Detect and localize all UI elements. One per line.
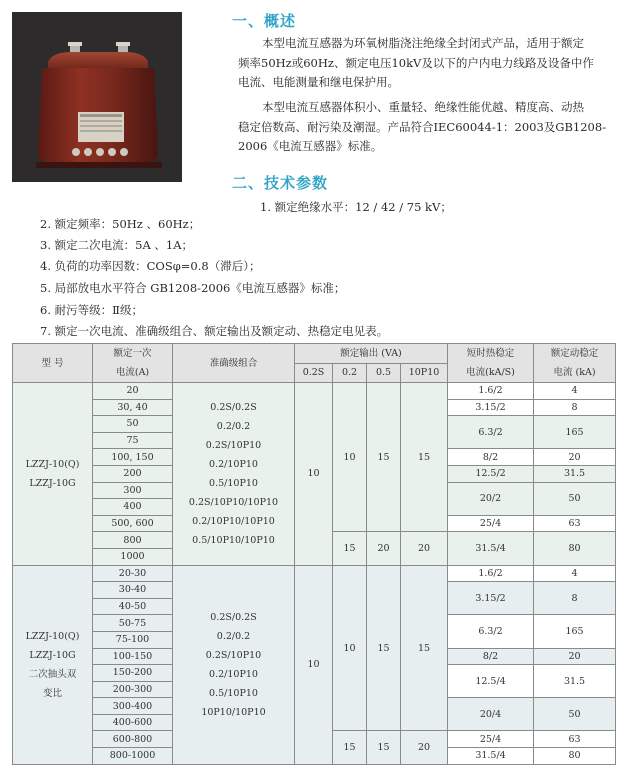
header-dynamic: 额定动稳定 电流 (kA): [534, 344, 616, 383]
thermal-cell: 8/2: [448, 449, 534, 466]
spec-item-2: 2. 额定频率：50Hz 、60Hz；: [40, 217, 201, 231]
header-out-02: 0.2: [333, 363, 367, 383]
overview-paragraph-2: [238, 98, 618, 157]
current-cell: 1000: [93, 548, 173, 565]
output-02-cell: 15: [333, 532, 367, 565]
header-out-02s: 0.2S: [295, 363, 333, 383]
product-photo: [12, 12, 182, 182]
dynamic-cell: 63: [534, 515, 616, 532]
spec-item-6: 6. 耐污等级：Ⅱ级；: [40, 303, 143, 317]
output-02s-cell: 10: [295, 383, 333, 566]
dynamic-cell: 63: [534, 731, 616, 748]
thermal-cell: 1.6/2: [448, 565, 534, 582]
header-primary-current: 额定一次 电流(A): [93, 344, 173, 383]
output-10p10-cell: 15: [401, 383, 448, 532]
output-02s-cell: 10: [295, 565, 333, 764]
thermal-cell: 8/2: [448, 648, 534, 665]
current-cell: 150-200: [93, 665, 173, 682]
model-cell: LZZJ-10(Q) LZZJ-10G: [13, 383, 93, 566]
dynamic-cell: 20: [534, 449, 616, 466]
thermal-cell: 31.5/4: [448, 532, 534, 565]
current-cell: 600-800: [93, 731, 173, 748]
overview-line: 稳定倍数高、耐污染及潮湿。产品符合IEC60044-1：2003及GB1208-: [238, 119, 607, 134]
thermal-cell: 1.6/2: [448, 383, 534, 400]
current-cell: 300: [93, 482, 173, 499]
thermal-cell: 25/4: [448, 731, 534, 748]
header-out-10p10: 10P10: [401, 363, 448, 383]
current-cell: 300-400: [93, 698, 173, 715]
thermal-cell: 6.3/2: [448, 416, 534, 449]
spec-table: [12, 343, 616, 765]
current-cell: 50-75: [93, 615, 173, 632]
output-05-cell: 15: [367, 383, 401, 532]
dynamic-cell: 50: [534, 698, 616, 731]
table-row: [13, 383, 616, 400]
overview-line: 本型电流互感器体积小、重量轻、绝缘性能优越、精度高、动热: [262, 100, 584, 114]
output-05-cell: 15: [367, 565, 401, 731]
current-transformer-image: [12, 12, 182, 182]
current-cell: 20-30: [93, 565, 173, 582]
overview-paragraph-1: [238, 34, 618, 93]
current-cell: 50: [93, 416, 173, 433]
header-thermal: 短时热稳定 电流(kA/S): [448, 344, 534, 383]
dynamic-cell: 31.5: [534, 665, 616, 698]
output-10p10-cell: 20: [401, 532, 448, 565]
current-cell: 100, 150: [93, 449, 173, 466]
output-05-cell: 20: [367, 532, 401, 565]
dynamic-cell: 80: [534, 532, 616, 565]
thermal-cell: 20/4: [448, 698, 534, 731]
thermal-cell: 31.5/4: [448, 748, 534, 765]
thermal-cell: 25/4: [448, 515, 534, 532]
thermal-cell: 12.5/4: [448, 665, 534, 698]
spec-item-4: 4. 负荷的功率因数：COSφ=0.8（滞后）；: [40, 259, 261, 273]
spec-item-1: 1. 额定绝缘水平：12 / 42 / 75 kV；: [260, 200, 452, 214]
dynamic-cell: 80: [534, 748, 616, 765]
current-cell: 500, 600: [93, 515, 173, 532]
output-10p10-cell: 15: [401, 565, 448, 731]
current-cell: 400-600: [93, 714, 173, 731]
current-cell: 800-1000: [93, 748, 173, 765]
current-cell: 200-300: [93, 681, 173, 698]
dynamic-cell: 20: [534, 648, 616, 665]
current-cell: 400: [93, 499, 173, 516]
overview-line: 频率50Hz或60Hz、额定电压10kV及以下的户内电力线路及设备中作: [238, 55, 594, 70]
dynamic-cell: 50: [534, 482, 616, 515]
output-02-cell: 10: [333, 565, 367, 731]
table-group-2: [13, 565, 616, 764]
table-group-1: [13, 383, 616, 566]
thermal-cell: 12.5/2: [448, 465, 534, 482]
current-cell: 30-40: [93, 582, 173, 599]
thermal-cell: 3.15/2: [448, 399, 534, 416]
output-05-cell: 15: [367, 731, 401, 764]
dynamic-cell: 165: [534, 416, 616, 449]
header-model: 型 号: [13, 344, 93, 383]
spec-item-5: 5. 局部放电水平符合 GB1208-2006《电流互感器》标准；: [40, 281, 346, 295]
output-10p10-cell: 20: [401, 731, 448, 764]
current-cell: 20: [93, 383, 173, 400]
output-02-cell: 10: [333, 383, 367, 532]
dynamic-cell: 4: [534, 383, 616, 400]
accuracy-cell: 0.2S/0.2S 0.2/0.2 0.2S/10P10 0.2/10P10 0.5/10P10 0.2S/10P10/10P10 0.2/10P10/10P10 0.5/10P10/10P10: [173, 383, 295, 566]
dynamic-cell: 31.5: [534, 465, 616, 482]
current-cell: 100-150: [93, 648, 173, 665]
current-cell: 800: [93, 532, 173, 549]
dynamic-cell: 4: [534, 565, 616, 582]
current-cell: 75-100: [93, 631, 173, 648]
spec-item-3: 3. 额定二次电流：5A 、1A；: [40, 238, 194, 252]
model-cell: LZZJ-10(Q) LZZJ-10G 二次抽头双 变比: [13, 565, 93, 764]
section-title-specs: 二、技术参数: [232, 174, 329, 192]
spec-item-7: 7. 额定一次电流、准确级组合、额定输出及额定动、热稳定电见表。: [40, 324, 389, 338]
accuracy-cell: 0.2S/0.2S 0.2/0.2 0.2S/10P10 0.2/10P10 0.5/10P10 10P10/10P10: [173, 565, 295, 764]
header-out-05: 0.5: [367, 363, 401, 383]
current-cell: 30, 40: [93, 399, 173, 416]
section-title-overview: 一、概述: [232, 12, 297, 30]
output-02-cell: 15: [333, 731, 367, 764]
dynamic-cell: 8: [534, 399, 616, 416]
header-accuracy: 准确级组合: [173, 344, 295, 383]
thermal-cell: 6.3/2: [448, 615, 534, 648]
overview-line: 本型电流互感器为环氧树脂浇注绝缘全封闭式产品，适用于额定: [262, 36, 584, 50]
overview-line: 2006《电流互感器》标准。: [238, 139, 383, 153]
current-cell: 40-50: [93, 598, 173, 615]
dynamic-cell: 8: [534, 582, 616, 615]
current-cell: 200: [93, 465, 173, 482]
current-cell: 75: [93, 432, 173, 449]
table-row: [13, 565, 616, 582]
header-output: 额定输出 (VA): [295, 344, 448, 364]
thermal-cell: 20/2: [448, 482, 534, 515]
overview-line: 电流、电能测量和继电保护用。: [238, 75, 399, 89]
dynamic-cell: 165: [534, 615, 616, 648]
thermal-cell: 3.15/2: [448, 582, 534, 615]
